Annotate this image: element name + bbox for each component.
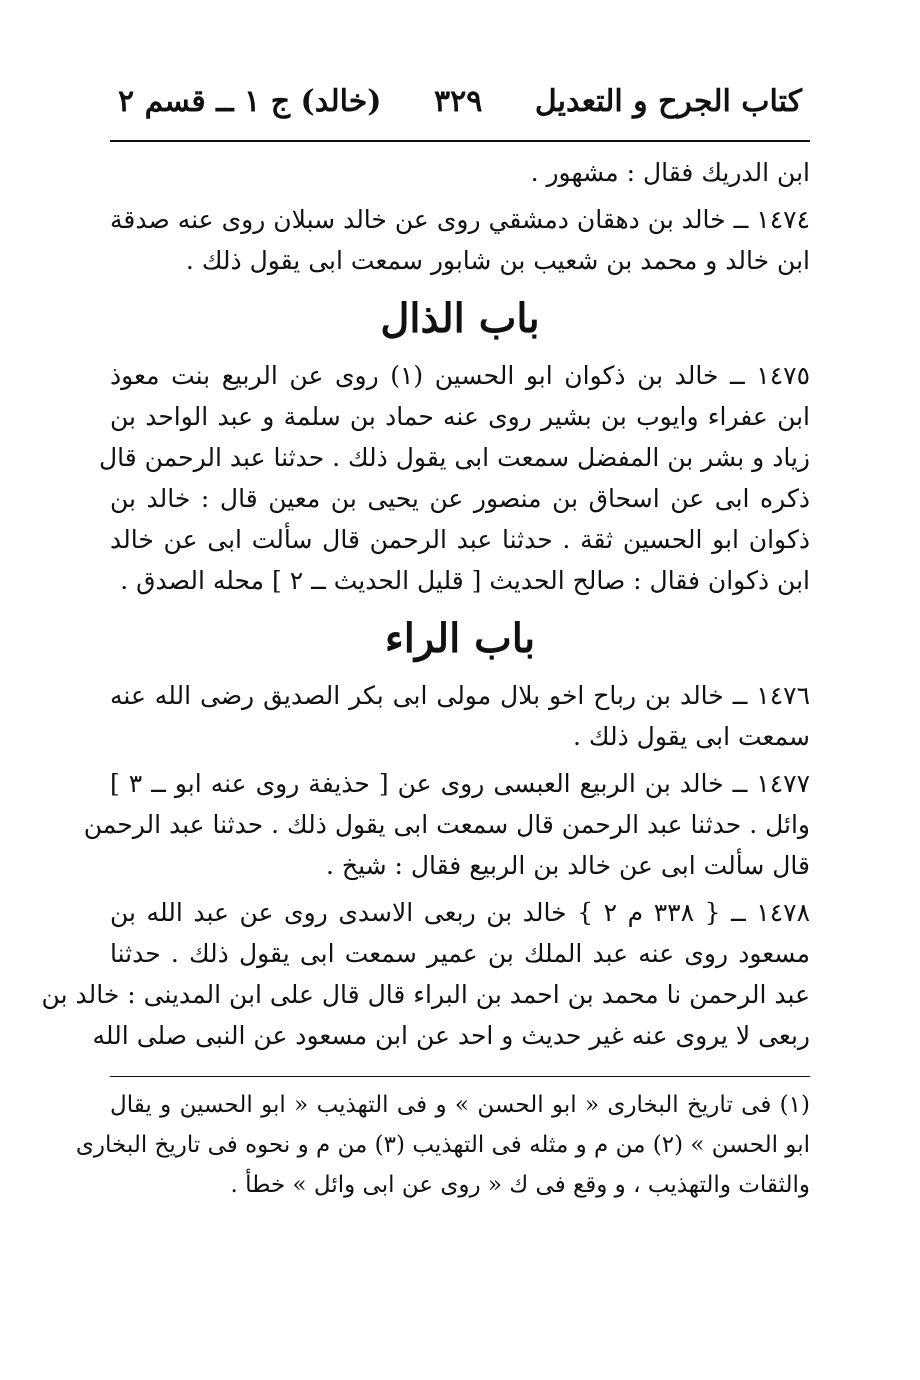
book-title: كتاب الجرح و التعديل <box>534 84 802 119</box>
text-line: ابن عفراء وايوب بن بشير روى عنه حماد بن سلمة و عبد الواحد بن <box>110 402 810 431</box>
text-line: سمعت ابى يقول ذلك . <box>573 722 810 751</box>
section-label: (خالد) ج ١ ــ قسم ٢ <box>118 84 382 119</box>
text-line: ١٤٧٤ ــ خالد بن دهقان دمشقي روى عن خالد سبلان روى عنه صدقة <box>110 205 810 234</box>
entry-1475 <box>99 355 810 601</box>
text-line: ١٤٧٨ ــ { ٣٣٨ م ٢ } خالد بن ربعى الاسدى روى عن عبد الله بن <box>110 898 810 927</box>
text-line: ١٤٧٧ ــ خالد بن الربيع العبسى روى عن [ حذيفة روى عنه ابو ــ ٣ ] <box>110 769 811 798</box>
text-line: ابن الدريك فقال : مشهور . <box>530 158 810 187</box>
text-line: ابن ذكوان فقال : صالح الحديث [ قليل الحديث ــ ٢ ] محله الصدق . <box>120 566 810 595</box>
header-rule <box>110 140 810 142</box>
text-line: زياد و بشر بن المفضل سمعت ابى يقول ذلك . حدثنا عبد الرحمن قال <box>99 443 810 472</box>
text-line: عبد الرحمن نا محمد بن احمد بن البراء قال قال على ابن المدينى : خالد بن <box>41 980 810 1009</box>
text-line: ذكوان ابو الحسين ثقة . حدثنا عبد الرحمن قال سألت ابى عن خالد <box>110 525 810 554</box>
chapter-heading-ra: باب الراء <box>384 615 536 662</box>
text-line: ربعى لا يروى عنه غير حديث و احد عن ابن مسعود عن النبى صلى الله <box>92 1021 810 1050</box>
text-line: مسعود روى عنه عبد الملك بن عمير سمعت ابى يقول ذلك . حدثنا <box>110 939 810 968</box>
text-line: ذكره ابى عن اسحاق بن منصور عن يحيى بن معين قال : خالد بن <box>110 484 810 513</box>
chapter-heading-dhal: باب الذال <box>380 295 540 342</box>
entry-1476 <box>110 675 810 757</box>
entry-1477 <box>83 763 811 886</box>
page-number: ٣٢٩ <box>434 84 483 119</box>
footnote-line: والثقات والتهذيب ، و وقع فى ك « روى عن ابى وائل » خطأ . <box>230 1172 810 1198</box>
entry-1478 <box>41 892 810 1056</box>
footnote-rule <box>110 1076 810 1077</box>
entry-1474 <box>110 199 810 281</box>
text-line: ١٤٧٥ ــ خالد بن ذكوان ابو الحسين (١) روى عن الربيع بنت معوذ <box>110 361 810 390</box>
main-text <box>41 152 811 1056</box>
footnote-line: (١) فى تاريخ البخارى « ابو الحسن » و فى التهذيب « ابو الحسين و يقال <box>110 1092 811 1118</box>
text-line: ١٤٧٦ ــ خالد بن رباح اخو بلال مولى ابى بكر الصديق رضى الله عنه <box>110 681 810 710</box>
footnote-line: ابو الحسن » (٢) من م و مثله فى التهذيب (٣) من م و نحوه فى تاريخ البخارى <box>75 1132 810 1158</box>
text-line: ابن خالد و محمد بن شعيب بن شابور سمعت ابى يقول ذلك . <box>185 246 810 275</box>
running-header <box>110 80 810 124</box>
text-line: وائل . حدثنا عبد الرحمن قال سمعت ابى يقول ذلك . حدثنا عبد الرحمن <box>83 810 810 839</box>
text-line: قال سألت ابى عن خالد بن الربيع فقال : شيخ . <box>326 851 810 880</box>
footnotes <box>75 1085 811 1205</box>
